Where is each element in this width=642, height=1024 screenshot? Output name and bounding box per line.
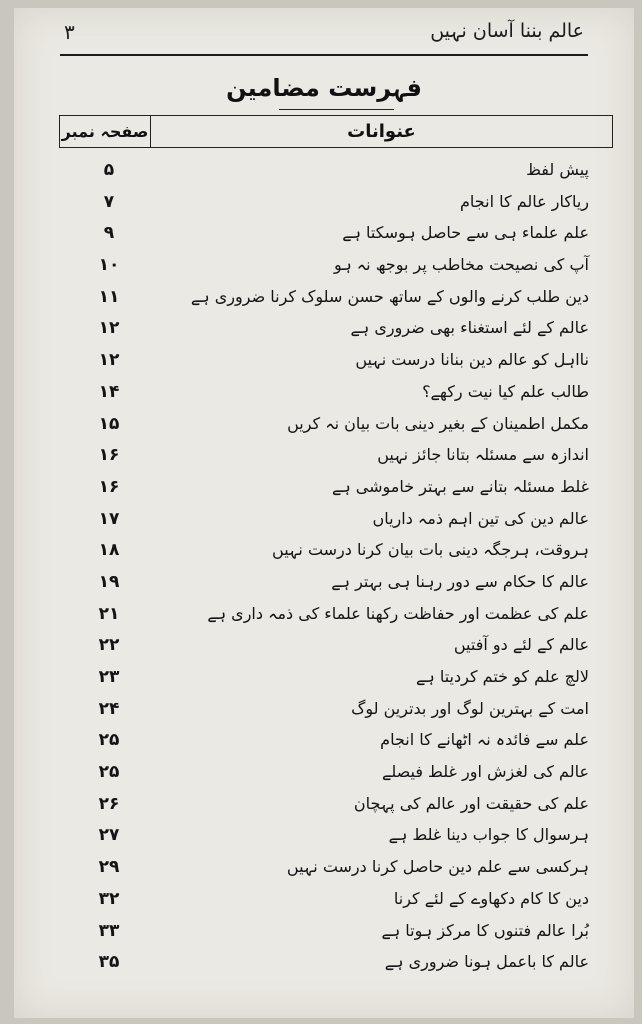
toc-entry-page: ۱۵ (98, 413, 120, 434)
toc-entry (84, 536, 589, 568)
toc-entry-topic: ریاکار عالم کا انجام (460, 191, 589, 211)
toc-title: فہرست مضامین (226, 74, 422, 102)
toc-entry-page: ۱۲ (98, 350, 120, 371)
toc-entry-page: ۲۵ (98, 730, 120, 751)
toc-entry-topic: عالم کی لغزش اور غلط فیصلے (381, 762, 589, 782)
toc-entry-page: ۳۳ (98, 920, 120, 941)
toc-entry-page: ۱۲ (98, 318, 120, 339)
toc-entry-page: ۱۱ (98, 286, 120, 307)
toc-entry-page: ۷ (103, 191, 115, 212)
toc-entry-topic: دین کا کام دکھاوے کے لئے کرنا (393, 888, 589, 908)
toc-entry (84, 188, 589, 220)
toc-header-topics: عنوانات (347, 121, 416, 142)
toc-entry (84, 758, 589, 790)
toc-entry-page: ۲۴ (98, 698, 120, 719)
toc-entry-page: ۲۵ (98, 762, 120, 783)
toc-entry-topic: پیش لفظ (526, 160, 589, 179)
toc-entry-topic: عالم کے لئے استغناء بھی ضروری ہے (350, 318, 589, 338)
toc-entry-topic: ہروقت، ہرجگہ دینی بات بیان کرنا درست نہیں (272, 540, 589, 560)
toc-entry (84, 251, 589, 283)
book-page (14, 8, 634, 1018)
toc-entry-topic: دین طلب کرنے والوں کے ساتھ حسن سلوک کرنا ضروری ہے (190, 286, 589, 306)
toc-list (84, 156, 589, 980)
toc-entry-topic: عالم دین کی تین اہم ذمہ داریاں (372, 508, 589, 528)
toc-entry-page: ۱۰ (98, 255, 120, 276)
toc-entry (84, 600, 589, 632)
toc-entry (84, 663, 589, 695)
toc-entry (84, 790, 589, 822)
toc-entry (84, 378, 589, 410)
toc-title-underline (279, 109, 394, 110)
toc-entry-topic: غلط مسئلہ بتانے سے بہتر خاموشی ہے (331, 476, 589, 496)
toc-entry-topic: علم کی حقیقت اور عالم کی پہچان (353, 793, 589, 813)
toc-entry (84, 695, 589, 727)
toc-entry-page: ۱۶ (98, 445, 120, 466)
toc-entry (84, 821, 589, 853)
toc-entry-topic: بُرا عالم فتنوں کا مرکز ہوتا ہے (381, 920, 589, 940)
toc-entry-topic: آپ کی نصیحت مخاطب پر بوجھ نہ ہو (334, 255, 589, 275)
toc-entry (84, 156, 589, 188)
toc-entry-page: ۱۷ (98, 508, 120, 529)
page-number: ۳ (64, 20, 75, 44)
toc-entry-topic: مکمل اطمینان کے بغیر دینی بات بیان نہ کریں (287, 413, 589, 433)
toc-entry (84, 885, 589, 917)
toc-entry-page: ۱۹ (98, 571, 120, 592)
toc-entry (84, 631, 589, 663)
toc-entry-topic: اندازہ سے مسئلہ بتانا جائز نہیں (377, 445, 589, 465)
toc-entry (84, 441, 589, 473)
toc-entry-topic: عالم کا حکام سے دور رہنا ہی بہتر ہے (331, 571, 589, 591)
toc-entry (84, 410, 589, 442)
toc-entry-page: ۲۳ (98, 667, 120, 687)
toc-entry (84, 726, 589, 758)
toc-entry (84, 283, 589, 315)
toc-entry (84, 917, 589, 949)
toc-entry-topic: امت کے بہترین لوگ اور بدترین لوگ (351, 698, 589, 718)
running-head-title: عالم بننا آسان نہیں (430, 20, 584, 42)
toc-entry-page: ۳۵ (98, 952, 120, 973)
toc-entry-page: ۱۴ (98, 381, 120, 402)
toc-entry-topic: طالب علم کیا نیت رکھے؟ (422, 381, 589, 401)
toc-entry (84, 346, 589, 378)
toc-header-box (59, 115, 613, 148)
toc-entry-topic: ہرکسی سے علم دین حاصل کرنا درست نہیں (286, 857, 589, 877)
toc-entry (84, 948, 589, 980)
toc-entry-topic: علم کی عظمت اور حفاظت رکھنا علماء کی ذمہ داری ہے (207, 603, 589, 623)
toc-entry-page: ۲۹ (98, 857, 120, 878)
toc-entry-page: ۵ (103, 160, 115, 180)
toc-entry-topic: نااہل کو عالم دین بنانا درست نہیں (355, 350, 589, 370)
toc-entry-page: ۹ (103, 223, 115, 244)
toc-entry (84, 314, 589, 346)
toc-entry (84, 505, 589, 537)
toc-entry-topic: عالم کا باعمل ہونا ضروری ہے (384, 952, 589, 972)
toc-entry-page: ۲۷ (98, 825, 120, 846)
toc-entry-page: ۲۶ (98, 793, 120, 814)
toc-entry-topic: علم علماء ہی سے حاصل ہوسکتا ہے (342, 223, 589, 243)
toc-entry-topic: لالچ علم کو ختم کردیتا ہے (416, 667, 589, 686)
toc-entry (84, 473, 589, 505)
toc-entry-topic: عالم کے لئے دو آفتیں (453, 635, 589, 655)
running-head (64, 20, 584, 50)
toc-entry-topic: علم سے فائدہ نہ اٹھانے کا انجام (380, 730, 589, 750)
toc-entry (84, 219, 589, 251)
toc-header-pages: صفحہ نمبر (60, 116, 151, 147)
toc-entry-page: ۳۲ (98, 888, 120, 909)
toc-entry-page: ۲۱ (98, 603, 120, 624)
toc-entry-page: ۱۸ (98, 540, 120, 561)
toc-entry-topic: ہرسوال کا جواب دینا غلط ہے (388, 825, 589, 845)
toc-entry (84, 853, 589, 885)
header-rule (60, 54, 588, 56)
toc-entry (84, 568, 589, 600)
toc-entry-page: ۲۲ (98, 635, 120, 656)
toc-entry-page: ۱۶ (98, 476, 120, 497)
